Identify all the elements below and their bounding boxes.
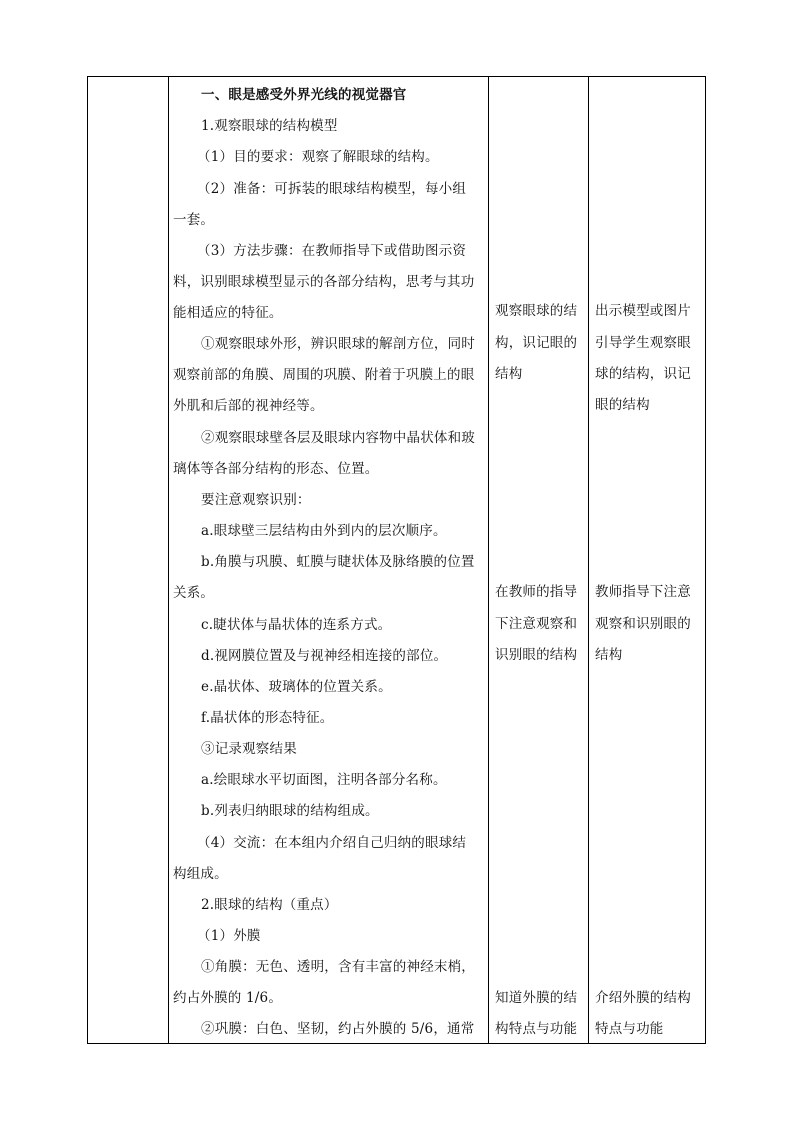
student-activity-column bbox=[489, 77, 588, 1043]
content-line: （1）外膜 bbox=[197, 928, 261, 944]
student-text: 下注意观察和 bbox=[495, 616, 578, 632]
content-line: 料，识别眼球模型显示的各部分结构，思考与其功 bbox=[173, 274, 475, 290]
content-line: 1.观察眼球的结构模型 bbox=[201, 118, 338, 134]
student-text: 构，识记眼的 bbox=[495, 335, 578, 351]
content-line: c.睫状体与晶状体的连系方式。 bbox=[201, 617, 392, 633]
teacher-text: 结构 bbox=[595, 647, 623, 663]
content-line: ①观察眼球外形，辨识眼球的解剖方位，同时 bbox=[201, 336, 475, 352]
student-text: 在教师的指导 bbox=[495, 584, 578, 600]
student-text: 观察眼球的结 bbox=[495, 303, 578, 319]
content-line: 外肌和后部的视神经等。 bbox=[173, 398, 324, 414]
content-line: 关系。 bbox=[173, 585, 215, 601]
teacher-text: 观察和识别眼的 bbox=[595, 616, 691, 632]
teacher-activity-column bbox=[589, 77, 707, 1043]
content-line: 2.眼球的结构（重点） bbox=[201, 897, 338, 913]
content-line: 要注意观察识别： bbox=[201, 492, 311, 508]
content-line: ②观察眼球壁各层及眼球内容物中晶状体和玻 bbox=[201, 430, 475, 446]
content-line: ①角膜：无色、透明，含有丰富的神经末梢， bbox=[201, 959, 475, 975]
student-text: 知道外膜的结 bbox=[495, 990, 578, 1006]
content-line: （3）方法步骤：在教师指导下或借助图示资 bbox=[197, 243, 467, 259]
content-column bbox=[169, 77, 488, 1043]
content-line: ③记录观察结果 bbox=[201, 741, 297, 757]
content-line: a.绘眼球水平切面图，注明各部分名称。 bbox=[201, 772, 447, 788]
content-line: 能相适应的特征。 bbox=[173, 305, 283, 321]
content-line: ②巩膜：白色、坚韧，约占外膜的 5/6，通常 bbox=[201, 1021, 475, 1037]
content-line: 构组成。 bbox=[173, 866, 228, 882]
student-text: 构特点与功能 bbox=[495, 1021, 578, 1037]
teacher-text: 球的结构，识记 bbox=[595, 366, 691, 382]
student-text: 识别眼的结构 bbox=[495, 647, 578, 663]
content-line: （1）目的要求：观察了解眼球的结构。 bbox=[197, 149, 439, 165]
content-line: 璃体等各部分结构的形态、位置。 bbox=[173, 461, 379, 477]
content-line: d.视网膜位置及与视神经相连接的部位。 bbox=[201, 648, 448, 664]
content-heading: 一、眼是感受外界光线的视觉器官 bbox=[201, 87, 407, 103]
teacher-text: 教师指导下注意 bbox=[595, 584, 691, 600]
lesson-table bbox=[87, 76, 706, 1044]
label-column bbox=[88, 77, 168, 1043]
content-line: 一套。 bbox=[173, 212, 215, 228]
teacher-text: 特点与功能 bbox=[595, 1021, 664, 1037]
content-line: a.眼球壁三层结构由外到内的层次顺序。 bbox=[201, 523, 447, 539]
content-line: e.晶状体、玻璃体的位置关系。 bbox=[201, 679, 392, 695]
teacher-text: 引导学生观察眼 bbox=[595, 335, 691, 351]
student-text: 结构 bbox=[495, 366, 523, 382]
content-line: 约占外膜的 1/6。 bbox=[173, 990, 283, 1006]
content-line: f.晶状体的形态特征。 bbox=[201, 710, 334, 726]
teacher-text: 出示模型或图片 bbox=[595, 303, 691, 319]
content-line: b.列表归纳眼球的结构组成。 bbox=[201, 803, 379, 819]
content-line: 观察前部的角膜、周围的巩膜、附着于巩膜上的眼 bbox=[173, 367, 475, 383]
content-line: （2）准备：可拆装的眼球结构模型，每小组 bbox=[197, 181, 467, 197]
teacher-text: 介绍外膜的结构 bbox=[595, 990, 691, 1006]
teacher-text: 眼的结构 bbox=[595, 397, 650, 413]
content-line: b.角膜与巩膜、虹膜与睫状体及脉络膜的位置 bbox=[201, 554, 475, 570]
content-line: （4）交流：在本组内介绍自己归纳的眼球结 bbox=[197, 835, 467, 851]
